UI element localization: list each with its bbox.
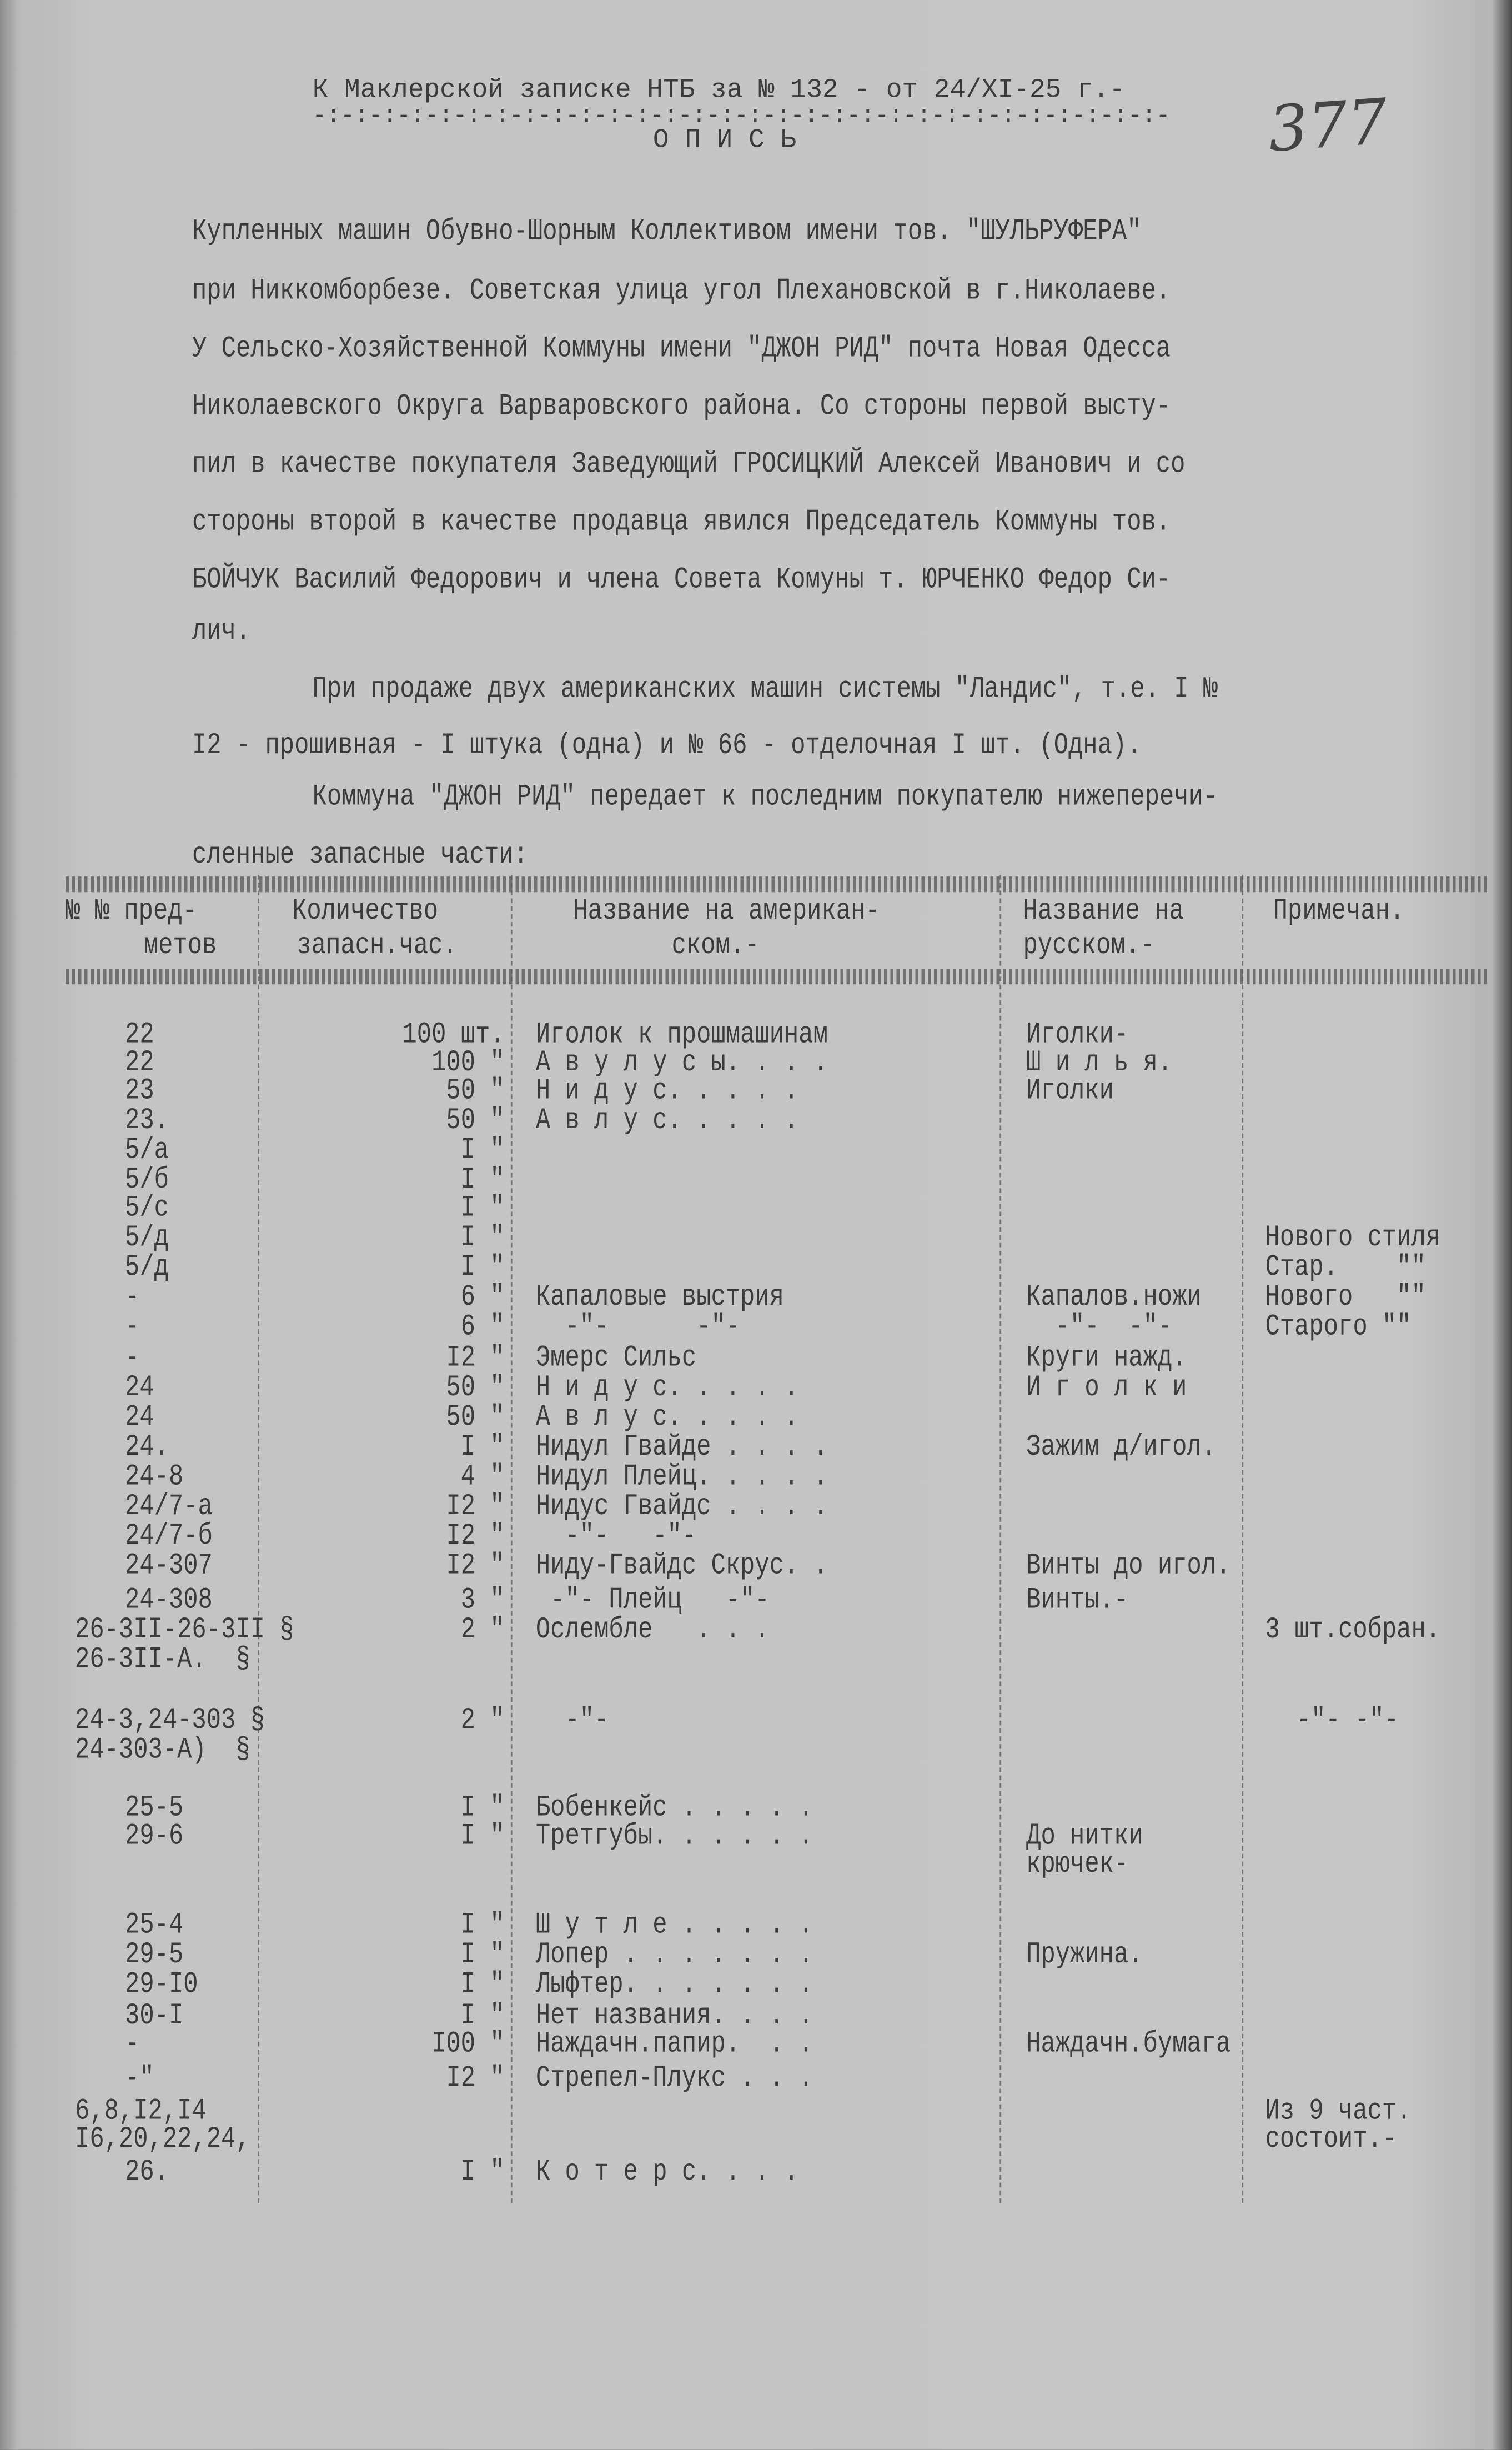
item-number: 26-3II-A. § (75, 1642, 250, 1677)
item-number: I6,20,22,24, (75, 2122, 250, 2156)
quantity: I " (460, 1133, 505, 1168)
russian-name: Иголки- (1026, 1017, 1129, 1052)
quantity: I " (460, 1790, 505, 1825)
quantity: 2 " (460, 1703, 505, 1738)
russian-name: До нитки (1026, 1818, 1143, 1853)
column-header-line2: запасн.час. (297, 928, 458, 963)
american-name: Иголок к прошмашинам (535, 1017, 828, 1052)
column-header: Название на американ- (573, 894, 880, 928)
item-number: 6,8,I2,I4 (75, 2093, 207, 2128)
note: Нового "" (1265, 1279, 1426, 1314)
quantity: I2 " (446, 1548, 505, 1583)
american-name: Нет названия. . . . (535, 1998, 813, 2033)
item-number: 24. (125, 1429, 169, 1464)
american-name: Нидул Гвайде . . . . (535, 1429, 828, 1464)
quantity: I " (460, 1998, 505, 2033)
american-name: А в л у с. . . . . (535, 1400, 799, 1435)
quantity: I " (460, 1220, 505, 1255)
quantity: 3 " (460, 1582, 505, 1617)
item-number: 29-6 (125, 1818, 184, 1853)
american-name: Стрепел-Плукс . . . (535, 2061, 813, 2096)
quantity: I " (460, 1250, 505, 1285)
item-number: 26-3II-26-3II § (75, 1612, 294, 1647)
column-divider (511, 875, 513, 2203)
column-header: Количество (292, 894, 439, 928)
intro-line: пил в качестве покупателя Заведующий ГРОСИЦКИЙ Алексей Иванович и со (192, 447, 1186, 482)
column-divider (999, 875, 1001, 2203)
american-name: Капаловые выстрия (535, 1279, 784, 1314)
handwritten-page-number: 377 (1265, 86, 1390, 167)
item-number: - (125, 2026, 140, 2061)
item-number: -" (125, 2061, 154, 2096)
intro-line: Николаевского Округа Варваровского района. Со стороны первой высту- (192, 389, 1171, 424)
item-number: 24-307 (125, 1548, 213, 1583)
intro-line: стороны второй в качестве продавца явился Председатель Коммуны тов. (192, 504, 1171, 539)
quantity: 6 " (460, 1279, 505, 1314)
note: Старого "" (1265, 1309, 1411, 1344)
item-number: 24-303-A) § (75, 1732, 250, 1767)
note: 3 шт.собран. (1265, 1612, 1441, 1647)
american-name: Эмерс Сильс (535, 1340, 697, 1375)
american-name: -"- -"- (535, 1309, 741, 1344)
column-divider (258, 875, 259, 2203)
american-name: Ш у т л е . . . . . (535, 1907, 813, 1942)
russian-name: -"- -"- (1026, 1309, 1173, 1344)
american-name: Лопер . . . . . . . (535, 1937, 813, 1972)
quantity: 50 " (446, 1400, 505, 1435)
note: состоит.- (1265, 2122, 1397, 2156)
note: Стар. "" (1265, 1250, 1426, 1285)
item-number: - (125, 1309, 140, 1344)
item-number: 5/д (125, 1250, 169, 1285)
table-top-rule (66, 876, 1487, 892)
item-number: 24/7-а (125, 1489, 213, 1524)
intro-line: Коммуна "ДЖОН РИД" передает к последним покупателю нижеперечи- (312, 779, 1218, 814)
quantity: 6 " (460, 1309, 505, 1344)
russian-name: Наждачн.бумага (1026, 2026, 1231, 2061)
american-name: Ниду-Гвайдс Скрус. . (535, 1548, 828, 1583)
quantity: 50 " (446, 1103, 505, 1138)
item-number: 5/а (125, 1133, 169, 1168)
column-header: Примечан. (1273, 894, 1405, 928)
russian-name: И г о л к и (1026, 1370, 1187, 1405)
russian-name: Винты.- (1026, 1582, 1129, 1617)
document-header-title: К Маклерской записке НТБ за № 132 - от 24/XI-25 г.- (312, 76, 1126, 107)
item-number: 25-4 (125, 1907, 184, 1942)
item-number: 23. (125, 1103, 169, 1138)
item-number: - (125, 1340, 140, 1375)
item-number: 5/с (125, 1190, 169, 1225)
intro-line: сленные запасные части: (192, 837, 528, 872)
american-name: Лыфтер. . . . . . . (535, 1967, 813, 2002)
quantity: I " (460, 1429, 505, 1464)
intro-line: I2 - прошивная - I штука (одна) и № 66 - отделочная I шт. (Одна). (192, 728, 1142, 763)
quantity: 100 " (431, 1045, 505, 1080)
note: -"- -"- (1296, 1703, 1399, 1738)
quantity: I " (460, 1937, 505, 1972)
american-name: Наждачн.папир. . . (535, 2026, 813, 2061)
column-header-line2: русском.- (1023, 928, 1155, 963)
column-header: № № пред- (66, 894, 197, 928)
item-number: 24-3,24-303 § (75, 1703, 265, 1738)
quantity: I2 " (446, 1340, 505, 1375)
item-number: 29-I0 (125, 1967, 198, 2002)
column-header: Название на (1023, 894, 1184, 928)
quantity: I " (460, 1967, 505, 2002)
russian-name: Круги нажд. (1026, 1340, 1187, 1375)
quantity: I2 " (446, 1489, 505, 1524)
item-number: 29-5 (125, 1937, 184, 1972)
quantity: 2 " (460, 1612, 505, 1647)
item-number: 5/д (125, 1220, 169, 1255)
russian-name: Ш и л ь я. (1026, 1045, 1173, 1080)
column-divider (1242, 875, 1243, 2203)
intro-line: лич. (192, 614, 251, 649)
intro-line: У Сельско-Хозяйственной Коммуны имени "ДЖОН РИД" почта Новая Одесса (192, 331, 1171, 366)
quantity: I2 " (446, 1519, 505, 1554)
quantity: I " (460, 1190, 505, 1225)
quantity: I2 " (446, 2061, 505, 2096)
item-number: 30-I (125, 1998, 184, 2033)
american-name: А в у л у с ы. . . . (535, 1045, 828, 1080)
russian-name: Капалов.ножи (1026, 1279, 1202, 1314)
american-name: -"- Плейц -"- (535, 1582, 770, 1617)
item-number: 24 (125, 1370, 154, 1405)
item-number: 23 (125, 1073, 154, 1108)
header-dash-line: -:-:-:-:-:-:-:-:-:-:-:-:-:-:-:-:-:-:-:-:-:-:-:-:-:-:-:-:-:-:- (312, 103, 1171, 130)
item-number: 22 (125, 1017, 154, 1052)
american-name: -"- -"- (535, 1519, 697, 1554)
russian-name: Пружина. (1026, 1937, 1143, 1972)
note: Нового стиля (1265, 1220, 1441, 1255)
russian-name: Винты до игол. (1026, 1548, 1231, 1583)
quantity: 4 " (460, 1459, 505, 1494)
item-number: 24 (125, 1400, 154, 1435)
russian-name: Зажим д/игол. (1026, 1429, 1217, 1464)
column-header-line2: метов (143, 928, 217, 963)
american-name: Бобенкейс . . . . . (535, 1790, 813, 1825)
document-title: О П И С Ь (652, 126, 797, 157)
american-name: Третгубы. . . . . . (535, 1818, 813, 1853)
quantity: 50 " (446, 1370, 505, 1405)
intro-line: при Никкомборбезе. Советская улица угол Плехановской в г.Николаеве. (192, 273, 1171, 308)
quantity: I " (460, 1907, 505, 1942)
intro-line: При продаже двух американских машин системы "Ландис", т.е. I № (312, 672, 1218, 707)
russian-name: крючек- (1026, 1846, 1129, 1881)
american-name: А в л у с. . . . . (535, 1103, 799, 1138)
item-number: 25-5 (125, 1790, 184, 1825)
quantity: I " (460, 2155, 505, 2190)
quantity: 100 шт. (402, 1017, 505, 1052)
american-name: Н и д у с. . . . . (535, 1073, 799, 1108)
table-header-rule (66, 969, 1487, 984)
item-number: 22 (125, 1045, 154, 1080)
item-number: - (125, 1279, 140, 1314)
american-name: Ослембле . . . (535, 1612, 770, 1647)
item-number: 24-8 (125, 1459, 184, 1494)
quantity: I00 " (431, 2026, 505, 2061)
item-number: 26. (125, 2155, 169, 2190)
russian-name: Иголки (1026, 1073, 1114, 1108)
item-number: 24-308 (125, 1582, 213, 1617)
item-number: 24/7-б (125, 1519, 213, 1554)
american-name: -"- (535, 1703, 609, 1738)
intro-line: БОЙЧУК Василий Федорович и члена Совета Комуны т. ЮРЧЕНКО Федор Си- (192, 562, 1171, 597)
quantity: I " (460, 1162, 505, 1197)
note: Из 9 част. (1265, 2093, 1411, 2128)
american-name: Нидус Гвайдс . . . . (535, 1489, 828, 1524)
quantity: I " (460, 1818, 505, 1853)
american-name: Н и д у с. . . . . (535, 1370, 799, 1405)
quantity: 50 " (446, 1073, 505, 1108)
american-name: К о т е р с. . . . (535, 2155, 799, 2190)
column-header-line2: ском.- (671, 928, 760, 963)
american-name: Нидул Плейц. . . . . (535, 1459, 828, 1494)
intro-line: Купленных машин Обувно-Шорным Коллективом имени тов. "ШУЛЬРУФЕРА" (192, 214, 1142, 249)
item-number: 5/б (125, 1162, 169, 1197)
